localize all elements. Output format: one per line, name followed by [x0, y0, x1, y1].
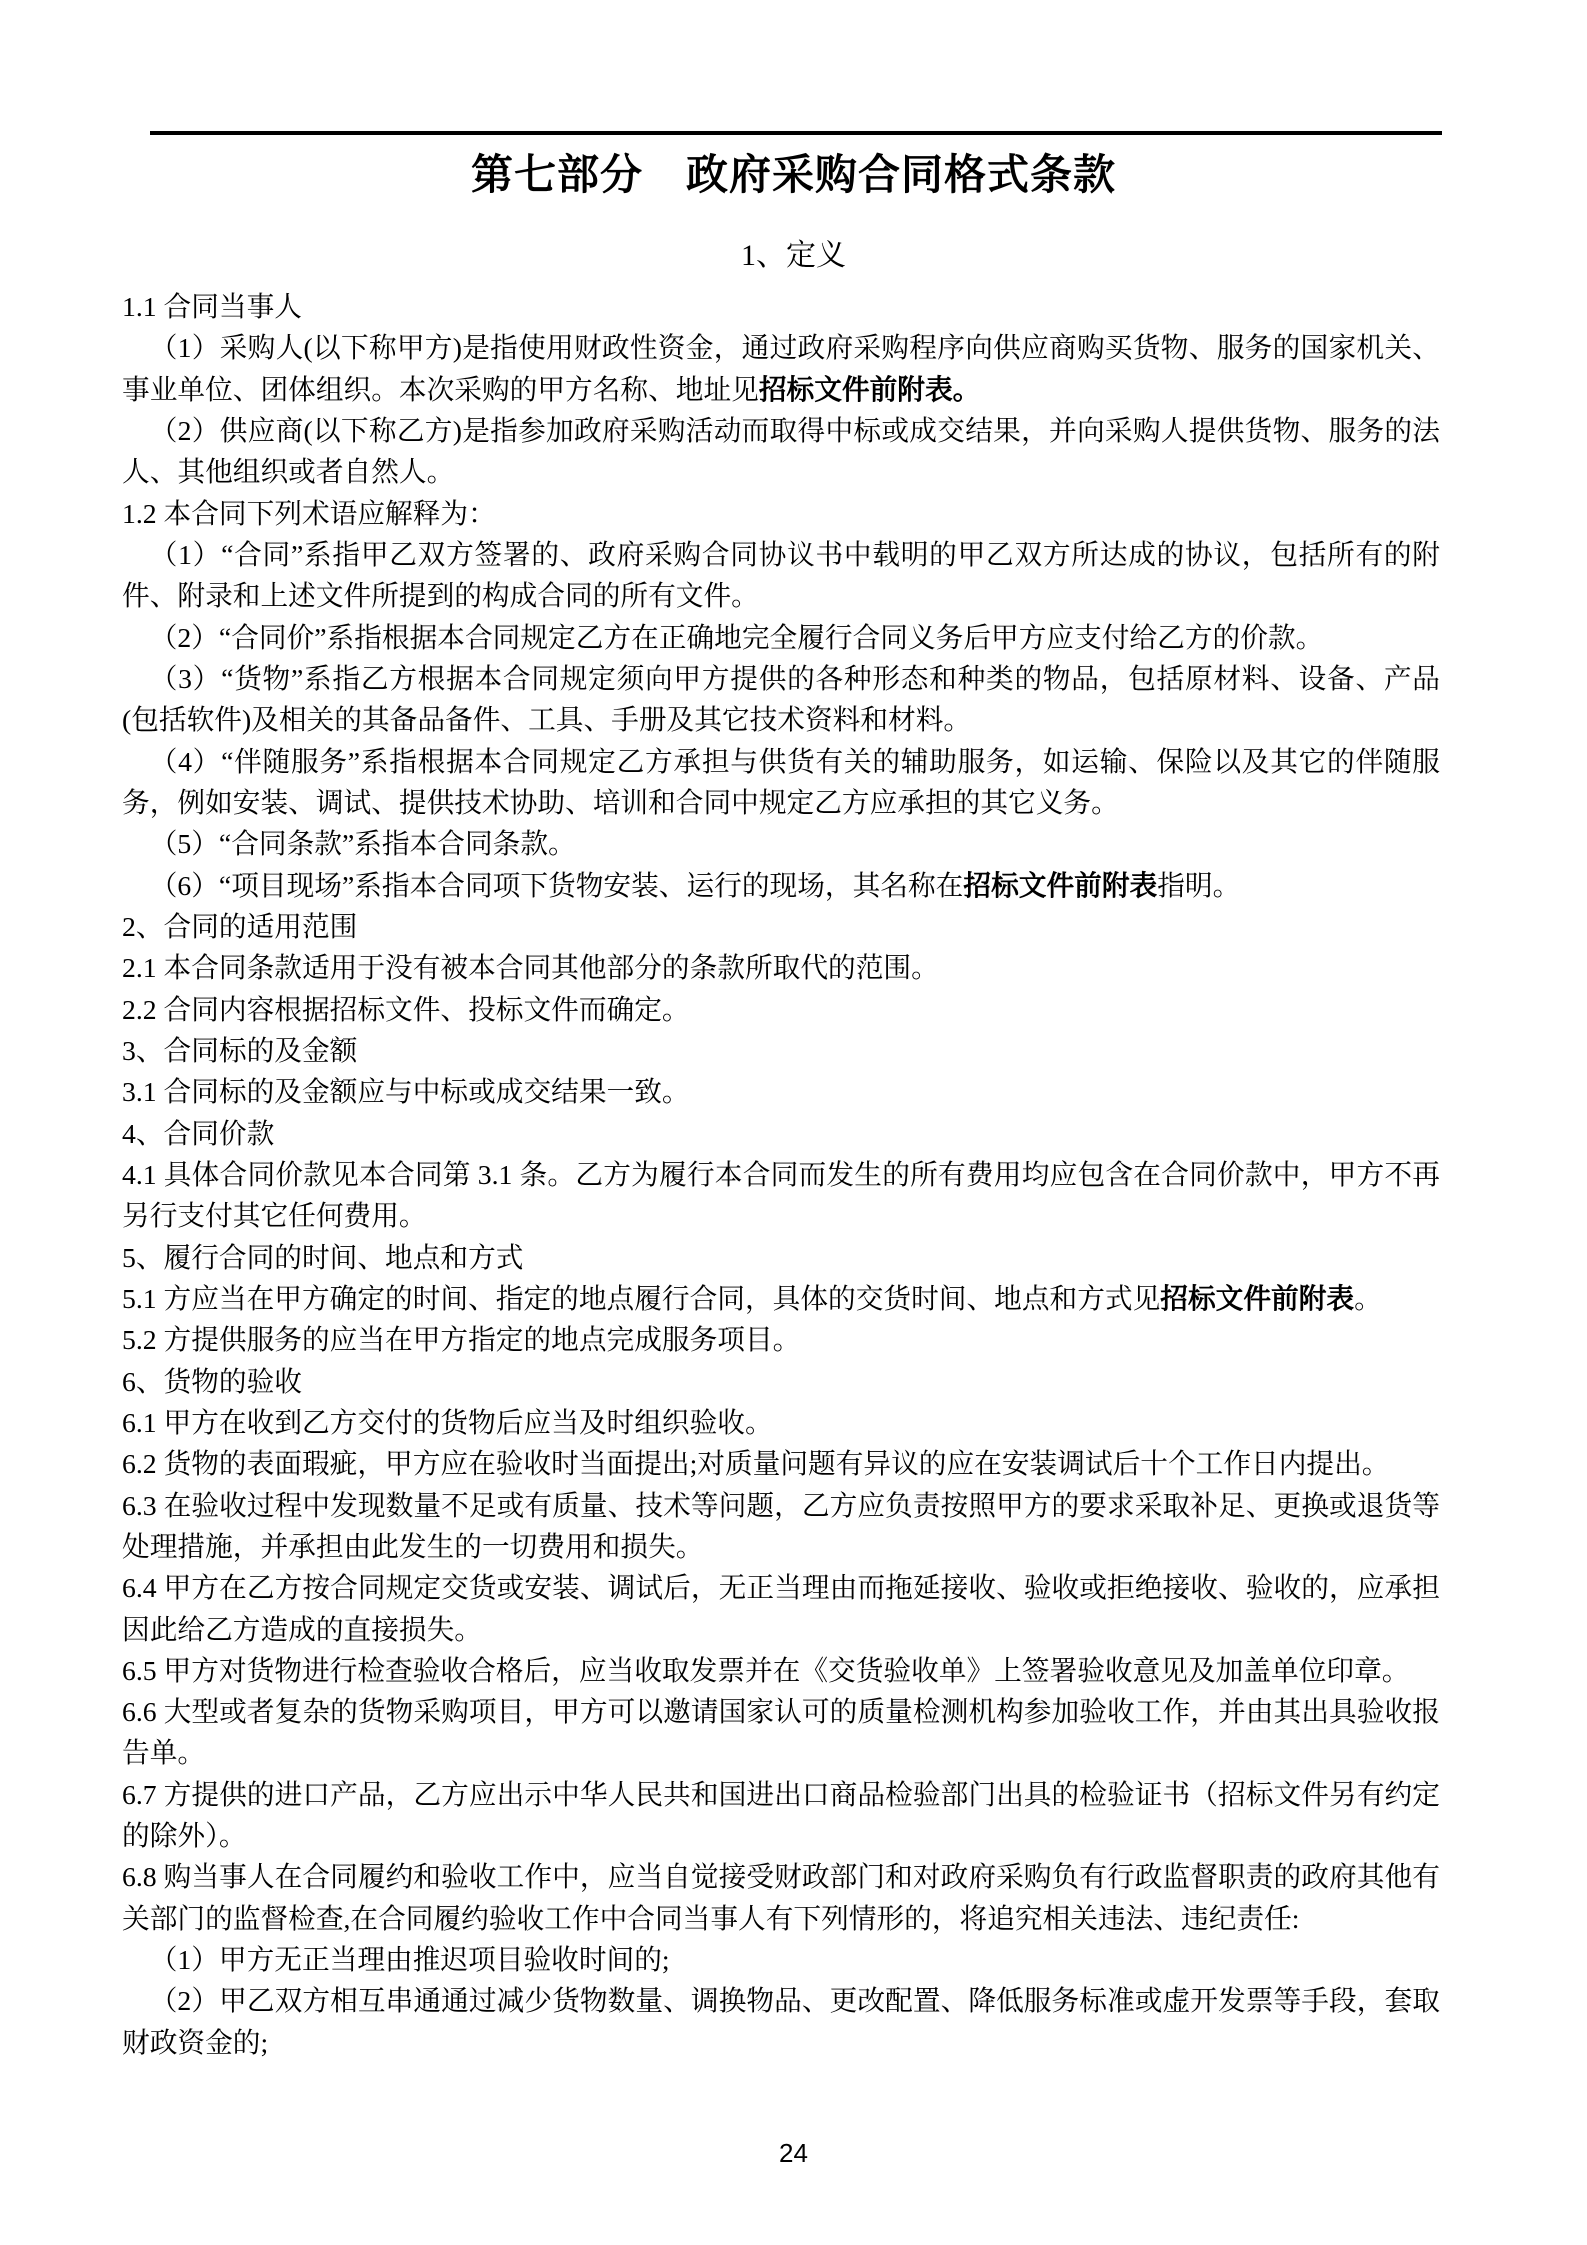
text-run: （1）采购人(以下称甲方)是指使用财政性资金，通过政府采购程序向供应商购买货物、服务的国家机关、事业单位、团体组织。本次采购的甲方名称、地址见	[122, 332, 1440, 405]
paragraph	[122, 1691, 1440, 1774]
text-run: 4.1 具体合同价款见本合同第 3.1 条。乙方为履行本合同而发生的所有费用均应包含在合同价款中，甲方不再另行支付其它任何费用。	[122, 1158, 1440, 1232]
paragraph	[122, 1071, 1440, 1112]
paragraph	[122, 534, 1440, 617]
paragraph	[122, 865, 1440, 906]
text-run: 6.7 方提供的进口产品，乙方应出示中华人民共和国进出口商品检验部门出具的检验证书（招标文件另有约定的除外）。	[122, 1778, 1440, 1852]
text-run: （2）甲乙双方相互串通通过减少货物数量、调换物品、更改配置、降低服务标准或虚开发票等手段，套取财政资金的;	[122, 1985, 1440, 2058]
bold-text-run: 招标文件前附表。	[758, 373, 981, 405]
text-run: 。	[1354, 1282, 1382, 1314]
text-run: 6.1 甲方在收到乙方交付的货物后应当及时组织验收。	[122, 1406, 773, 1438]
paragraph	[122, 1154, 1440, 1237]
text-run: （4）“伴随服务”系指根据本合同规定乙方承担与供货有关的辅助服务，如运输、保险以及其它的伴随服务，例如安装、调试、提供技术协助、培训和合同中规定乙方应承担的其它义务。	[122, 745, 1440, 818]
text-run: 6.3 在验收过程中发现数量不足或有质量、技术等问题，乙方应负责按照甲方的要求采取补足、更换或退货等处理措施，并承担由此发生的一切费用和损失。	[122, 1489, 1440, 1562]
section-heading-definitions: 1、定义	[741, 239, 846, 272]
paragraph	[122, 410, 1440, 493]
text-run: （2）供应商(以下称乙方)是指参加政府采购活动而取得中标或成交结果，并向采购人提供货物、服务的法人、其他组织或者自然人。	[122, 414, 1440, 488]
paragraph	[122, 1774, 1440, 1857]
text-run: （5）“合同条款”系指本合同条款。	[149, 828, 576, 860]
paragraph	[122, 1237, 1440, 1278]
text-run: 6.5 甲方对货物进行检查验收合格后，应当收取发票并在《交货验收单》上签署验收意见及加盖单位印章。	[122, 1654, 1410, 1686]
text-run: 指明。	[1157, 869, 1241, 901]
page-number: 24	[779, 2138, 808, 2168]
paragraph	[122, 1278, 1440, 1319]
bold-text-run: 招标文件前附表	[1160, 1282, 1355, 1314]
paragraph	[122, 493, 1440, 534]
text-run: 1.1 合同当事人	[122, 291, 302, 322]
paragraph	[122, 989, 1440, 1030]
paragraph	[122, 1361, 1440, 1402]
text-run: 3、合同标的及金额	[122, 1034, 358, 1066]
page-footer	[0, 2138, 1587, 2169]
document-body	[122, 286, 1440, 2063]
paragraph	[122, 658, 1440, 741]
paragraph	[122, 617, 1440, 658]
text-run: 6、货物的验收	[122, 1365, 302, 1397]
text-run: （1）“合同”系指甲乙双方签署的、政府采购合同协议书中载明的甲乙双方所达成的协议，包括所有的附件、附录和上述文件所提到的构成合同的所有文件。	[122, 538, 1440, 612]
paragraph	[122, 1980, 1440, 2063]
paragraph	[122, 741, 1440, 824]
paragraph	[122, 1856, 1440, 1939]
text-run: （1）甲方无正当理由推迟项目验收时间的;	[149, 1944, 670, 1976]
text-run: 6.6 大型或者复杂的货物采购项目，甲方可以邀请国家认可的质量检测机构参加验收工作，并由其出具验收报告单。	[122, 1696, 1440, 1769]
text-run: 5、履行合同的时间、地点和方式	[122, 1241, 524, 1273]
text-run: 6.2 货物的表面瑕疵，甲方应在验收时当面提出;对质量问题有异议的应在安装调试后十个工作日内提出。	[122, 1448, 1390, 1480]
paragraph	[122, 1402, 1440, 1443]
paragraph	[122, 1650, 1440, 1691]
paragraph	[122, 1443, 1440, 1484]
text-run: 6.8 购当事人在合同履约和验收工作中，应当自觉接受财政部门和对政府采购负有行政监督职责的政府其他有关部门的监督检查,在合同履约验收工作中合同当事人有下列情形的，将追究相关违法、违纪责任:	[122, 1861, 1440, 1934]
bold-text-run: 招标文件前附表	[963, 869, 1158, 901]
paragraph	[122, 823, 1440, 864]
header-rule	[150, 131, 1442, 135]
paragraph	[122, 947, 1440, 988]
paragraph	[122, 1939, 1440, 1980]
text-run: 5.2 方提供服务的应当在甲方指定的地点完成服务项目。	[122, 1324, 801, 1356]
paragraph	[122, 286, 1440, 327]
paragraph	[122, 1567, 1440, 1650]
paragraph	[122, 1485, 1440, 1568]
text-run: 4、合同价款	[122, 1117, 275, 1149]
paragraph	[122, 1113, 1440, 1154]
paragraph	[122, 906, 1440, 947]
text-run: 6.4 甲方在乙方按合同规定交货或安装、调试后，无正当理由而拖延接收、验收或拒绝接收、验收的，应承担因此给乙方造成的直接损失。	[122, 1572, 1440, 1645]
text-run: 1.2 本合同下列术语应解释为：	[122, 497, 496, 529]
text-run: 2.2 合同内容根据招标文件、投标文件而确定。	[122, 993, 690, 1025]
text-run: （6）“项目现场”系指本合同项下货物安装、运行的现场，其名称在	[149, 869, 964, 901]
text-run: 2、合同的适用范围	[122, 910, 358, 942]
text-run: 5.1 方应当在甲方确定的时间、指定的地点履行合同，具体的交货时间、地点和方式见	[122, 1282, 1161, 1314]
paragraph	[122, 327, 1440, 410]
text-run: （2）“合同价”系指根据本合同规定乙方在正确地完全履行合同义务后甲方应支付给乙方的价款。	[149, 621, 1324, 653]
document-title: 第七部分 政府采购合同格式条款	[470, 153, 1116, 199]
text-run: （3）“货物”系指乙方根据本合同规定须向甲方提供的各种形态和种类的物品，包括原材料、设备、产品(包括软件)及相关的其备品备件、工具、手册及其它技术资料和材料。	[122, 662, 1440, 736]
text-run: 2.1 本合同条款适用于没有被本合同其他部分的条款所取代的范围。	[122, 952, 939, 984]
paragraph	[122, 1030, 1440, 1071]
text-run: 3.1 合同标的及金额应与中标或成交结果一致。	[122, 1076, 690, 1108]
paragraph	[122, 1319, 1440, 1360]
